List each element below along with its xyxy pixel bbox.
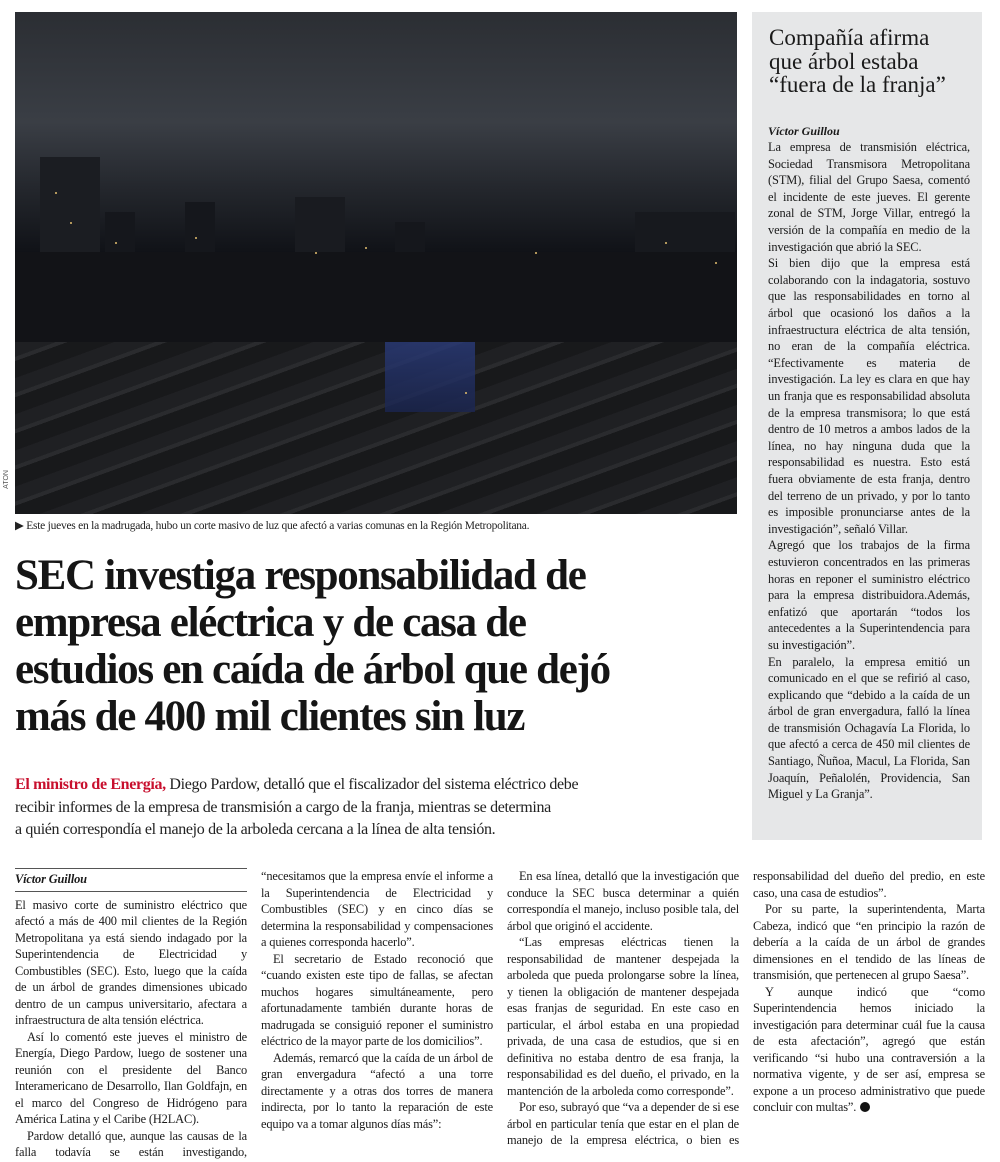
sidebar-box bbox=[752, 12, 982, 840]
night-city-blackout-photo bbox=[15, 12, 737, 514]
deck-lead: El ministro de Energía, bbox=[15, 776, 166, 793]
deck-line: a quién correspondía el manejo de la arboleda cercana a la línea de alta tensión. bbox=[15, 821, 496, 838]
end-mark-icon bbox=[860, 1102, 870, 1112]
article-body bbox=[15, 868, 985, 1161]
caption-triangle-icon: ▶ bbox=[15, 520, 24, 532]
article-paragraph: El masivo corte de suministro eléctrico que afectó a más de 400 mil clientes de la Región Metropolitana ya está siendo indagado por la Superintendencia de Electricidad y Combustibles (SEC). Esto, luego que la caída de un árbol de grandes dimensiones ubicado dentro de un campus universitario, afectara a infraestructura de alta tensión eléctrica. bbox=[15, 897, 247, 1027]
sidebar-title-line: Compañía afirma bbox=[769, 25, 930, 50]
article-paragraph: Por eso, subrayó que “va a depender de si ese árbol en particular tenía que estar en el plan de manejo de la empresa eléctrica, o bien es responsabilidad del dueño del predio, en este caso, una casa de estudios”. bbox=[507, 869, 985, 1147]
deck-line: recibir informes de la empresa de transmisión a cargo de la franja, mientras se determina bbox=[15, 798, 551, 816]
sidebar-paragraph: En paralelo, la empresa emitió un comunicado en el que se refirió al caso, explicando que “debido a la caída de un árbol de gran envergadura, falló la línea de transmisión Ochagavía La Florida, lo que afectó a cerca de 450 mil clientes de Santiago, Ñuñoa, Macul, La Florida, San Joaquín, Peñalolén, Providencia, San Miguel y La Granja”. bbox=[768, 654, 970, 802]
photo-credit: ATON bbox=[3, 470, 10, 489]
sidebar-title-line: “fuera de la franja” bbox=[769, 72, 946, 97]
headline-line: más de 400 mil clientes sin luz bbox=[15, 693, 525, 740]
article-paragraph: Pardow detalló que, aunque las causas de la falla todavía se están investigando, “necesitamos que la empresa envíe el informe a la Superintendencia de Electricidad y Combustibles (SEC) y en cinco días se determina la responsabilidad y compensaciones a quienes corresponda hacerlo”. bbox=[15, 869, 493, 1159]
headline-line: empresa eléctrica y de casa de bbox=[15, 599, 526, 646]
article-paragraph-last bbox=[753, 984, 985, 1116]
caption-text: Este jueves en la madrugada, hubo un corte masivo de luz que afectó a varias comunas en la Región Metropolitana. bbox=[26, 520, 530, 532]
article-paragraph: Además, remarcó que la caída de un árbol de gran envergadura “afectó a una torre directamente y a otras dos torres de manera indirecta, por lo tanto la reparación de este equipo va a tomar algunos días más”: bbox=[261, 1050, 493, 1131]
article-paragraph: Así lo comentó este jueves el ministro de Energía, Diego Pardow, luego de sostener una reunión con el presidente del Banco Interamericano de Desarrollo, Ilan Goldfajn, en el marco del Congreso de Hidrógeno para América Latina y el Caribe (H2LAC). bbox=[15, 1029, 247, 1126]
sidebar-paragraph: La empresa de transmisión eléctrica, Sociedad Transmisora Metropolitana (STM), filial del Grupo Saesa, comentó el incidente de este jueves. El gerente zonal de STM, Jorge Villar, entregó la versión de la compañía en medio de la investigación que abrió la SEC. bbox=[768, 140, 970, 254]
photo-caption bbox=[15, 518, 737, 532]
sidebar-paragraph: Si bien dijo que la empresa está colaborando con la indagatoria, sostuvo que las responsabilidades en torno al árbol que ocasionó los daños a la infraestructura eléctrica de alta tensión, no eran de la compañía eléctrica. “Efectivamente es materia de investigación. La ley es clara en que hay un franja que es responsabilidad absoluta de la empresa transmisora; lo que está dentro de 10 metros a ambos lados de la línea, no hay ninguna duda que la responsabilidad es nuestra. Esto está fuera obviamente de esta franja, dentro del terreno de un privado, y por lo tanto es imposible pronunciarse antes de la investigación”, señaló Villar. bbox=[768, 256, 970, 536]
article-paragraph-text: Y aunque indicó que “como Superintendencia hemos iniciado la investigación para determinar cuál fue la causa de esta afectación”, agregó que están verificando “si hubo una contraversión a la normativa vigente, y de ser así, empresa se expone a un proceso administrativo que puede concluir con multas”. bbox=[753, 984, 985, 1114]
article-paragraph: Por su parte, la superintendenta, Marta Cabeza, indicó que “en principio la razón de debería a la caída de un árbol de grandes dimensiones en el tendido de las líneas de transmisión, que pertenecen al grupo Saesa”. bbox=[753, 902, 985, 982]
headline-line: SEC investiga responsabilidad de bbox=[15, 552, 586, 599]
article-byline: Víctor Guillou bbox=[15, 868, 247, 892]
article-paragraph: “Las empresas eléctricas tienen la responsabilidad de mantener despejada la arboleda que pueda prolongarse sobre la línea, y tienen la obligación de mantener despejada esas franjas de seguridad. En este caso en particular, el árbol estaba en una propiedad privada, de una casa de estudios, que si en definitiva no estaba dentro de esa franja, la responsabilidad es del dueño, el privado, en la mantención de la arboleda como corresponde”. bbox=[507, 935, 739, 1098]
article-paragraph: En esa línea, detalló que la investigación que conduce la SEC busca determinar a quién correspondía el manejo, incluso posible tala, del árbol que originó el accidente. bbox=[507, 869, 739, 933]
headline-line: estudios en caída de árbol que dejó bbox=[15, 646, 610, 693]
sidebar-paragraph: Agregó que los trabajos de la firma estuvieron concentrados en las primeras horas en reponer el suministro eléctrico para la empresa distribuidora.Además, enfatizó que aportarán “todos los antecedentes a la Superintendencia para su investigación”. bbox=[768, 538, 970, 652]
deck-summary bbox=[15, 774, 737, 842]
sidebar-title-line: que árbol estaba bbox=[769, 48, 919, 74]
headline bbox=[15, 552, 737, 740]
sidebar-title bbox=[769, 26, 970, 97]
article-paragraph: El secretario de Estado reconoció que “cuando existen este tipo de fallas, se afectan muchos hogares simultáneamente, pero afortunadamente también durante horas de madrugada se consiguió reponer el suministro eléctrico de la mayor parte de los domicilios”. bbox=[261, 951, 493, 1048]
deck-line: Diego Pardow, detalló que el fiscalizador del sistema eléctrico debe bbox=[165, 776, 579, 793]
sidebar-byline: Víctor Guillou bbox=[768, 123, 840, 138]
